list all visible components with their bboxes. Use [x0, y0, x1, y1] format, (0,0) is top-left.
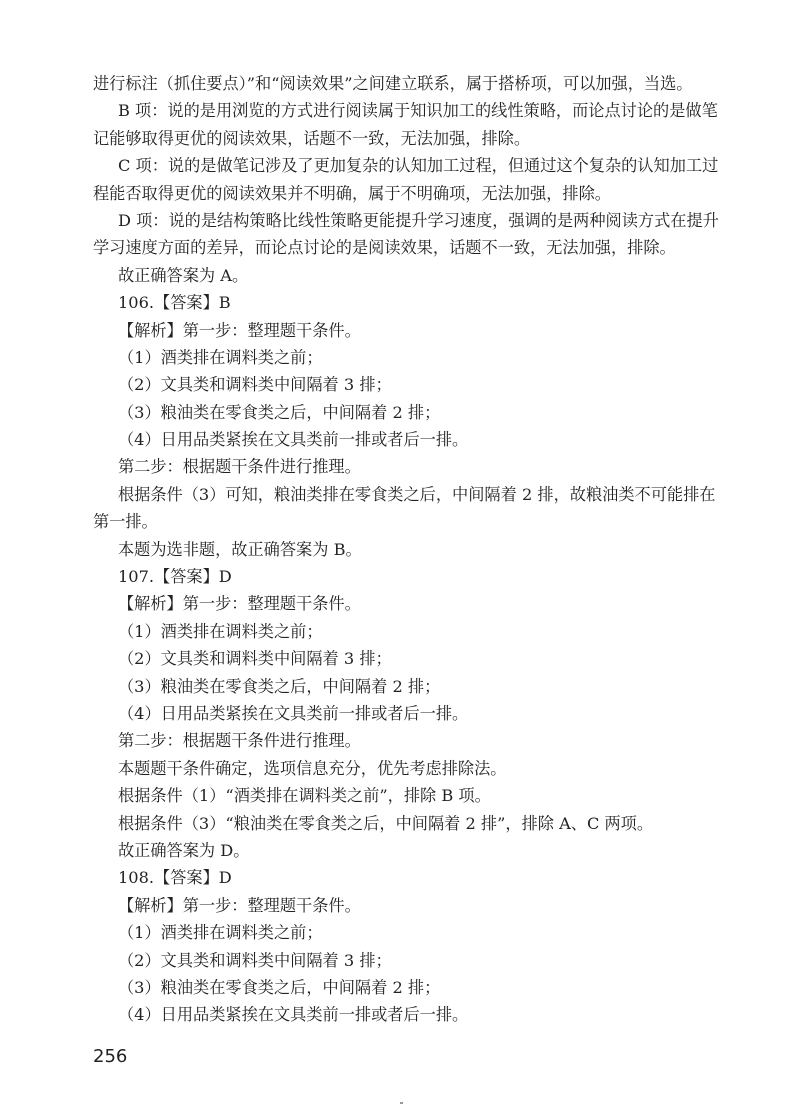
text-line: （3）粮油类在零食类之后，中间隔着 2 排；	[118, 676, 441, 696]
scan-mark	[400, 1102, 403, 1104]
text-line: 第二步：根据题干条件进行推理。	[118, 457, 361, 477]
text-line: C 项：说的是做笔记涉及了更加复杂的认知加工过程，但通过这个复杂的认知加工过	[118, 156, 719, 176]
text-line: 根据条件（1）“酒类排在调料类之前”，排除 B 项。	[118, 786, 491, 806]
text-line: B 项：说的是用浏览的方式进行阅读属于知识加工的线性策略，而论点讨论的是做笔	[118, 101, 718, 121]
text-line: D 项：说的是结构策略比线性策略更能提升学习速度，强调的是两种阅读方式在提升	[118, 210, 719, 230]
text-line: 根据条件（3）“粮油类在零食类之后，中间隔着 2 排”，排除 A、C 两项。	[118, 813, 654, 833]
text-line: （3）粮油类在零食类之后，中间隔着 2 排；	[118, 402, 441, 422]
answer-explanation-text	[93, 70, 728, 1029]
text-line: 本题题干条件确定，选项信息充分，优先考虑排除法。	[118, 758, 507, 778]
text-line: （2）文具类和调料类中间隔着 3 排；	[118, 649, 392, 669]
text-line: 本题为选非题，故正确答案为 B。	[118, 539, 362, 559]
text-line: （1）酒类排在调料类之前；	[118, 347, 323, 367]
page-number: 256	[93, 1046, 128, 1067]
text-line: （2）文具类和调料类中间隔着 3 排；	[118, 950, 392, 970]
text-line: 第二步：根据题干条件进行推理。	[118, 731, 361, 751]
text-line: 106.【答案】B	[118, 293, 231, 313]
text-line: 第一排。	[93, 512, 158, 532]
text-line: 108.【答案】D	[118, 868, 232, 888]
text-line: 程能否取得更优的阅读效果并不明确，属于不明确项，无法加强，排除。	[93, 183, 611, 203]
text-line: 【解析】第一步：整理题干条件。	[118, 320, 361, 340]
text-line: （4）日用品类紧挨在文具类前一排或者后一排。	[118, 1005, 469, 1025]
text-line: 根据条件（3）可知，粮油类排在零食类之后，中间隔着 2 排，故粮油类不可能排在	[118, 484, 716, 504]
text-line: （4）日用品类紧挨在文具类前一排或者后一排。	[118, 430, 469, 450]
text-line: （1）酒类排在调料类之前；	[118, 621, 323, 641]
text-line: （4）日用品类紧挨在文具类前一排或者后一排。	[118, 703, 469, 723]
text-line: 故正确答案为 A。	[118, 265, 249, 285]
text-line: （3）粮油类在零食类之后，中间隔着 2 排；	[118, 977, 441, 997]
text-line: 进行标注（抓住要点）”和“阅读效果”之间建立联系，属于搭桥项，可以加强，当选。	[93, 74, 693, 93]
text-line: 【解析】第一步：整理题干条件。	[118, 895, 361, 915]
text-line: 【解析】第一步：整理题干条件。	[118, 594, 361, 614]
text-line: 学习速度方面的差异，而论点讨论的是阅读效果，话题不一致，无法加强，排除。	[93, 238, 676, 258]
text-line: 107.【答案】D	[118, 567, 232, 587]
text-line: 故正确答案为 D。	[118, 840, 250, 860]
text-line: （1）酒类排在调料类之前；	[118, 923, 323, 943]
text-line: 记能够取得更优的阅读效果，话题不一致，无法加强，排除。	[93, 128, 531, 148]
text-line: （2）文具类和调料类中间隔着 3 排；	[118, 375, 392, 395]
